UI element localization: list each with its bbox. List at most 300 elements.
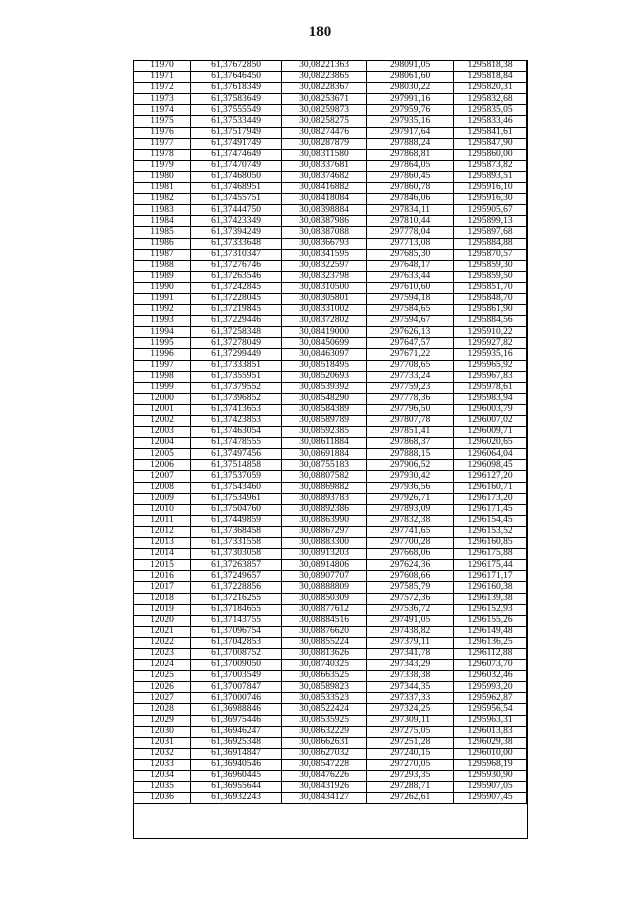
point-number-cell: 11983: [134, 205, 191, 216]
longitude-cell: 30,08691884: [282, 449, 367, 460]
latitude-cell: 61,37219845: [191, 305, 282, 316]
latitude-cell: 61,37299449: [191, 349, 282, 360]
latitude-cell: 61,37303058: [191, 549, 282, 560]
y-coordinate-cell: 1295870,57: [454, 249, 527, 260]
latitude-cell: 61,37228045: [191, 293, 282, 304]
longitude-cell: 30,08547228: [282, 759, 367, 770]
table-row: [134, 582, 527, 593]
table-row: [134, 382, 527, 393]
y-coordinate-cell: 1295833,46: [454, 116, 527, 127]
x-coordinate-cell: 297309,11: [367, 715, 454, 726]
longitude-cell: 30,08518495: [282, 360, 367, 371]
point-number-cell: 11989: [134, 271, 191, 282]
table-row: [134, 293, 527, 304]
longitude-cell: 30,08883300: [282, 538, 367, 549]
point-number-cell: 11996: [134, 349, 191, 360]
latitude-cell: 61,37228856: [191, 582, 282, 593]
y-coordinate-cell: 1296112,88: [454, 648, 527, 659]
x-coordinate-cell: 297917,64: [367, 127, 454, 138]
table-row: [134, 105, 527, 116]
point-number-cell: 12036: [134, 793, 191, 804]
longitude-cell: 30,08662631: [282, 737, 367, 748]
x-coordinate-cell: 297275,05: [367, 726, 454, 737]
x-coordinate-cell: 297733,24: [367, 371, 454, 382]
table-row: [134, 360, 527, 371]
longitude-cell: 30,08366793: [282, 238, 367, 249]
longitude-cell: 30,08813626: [282, 648, 367, 659]
x-coordinate-cell: 297379,11: [367, 637, 454, 648]
x-coordinate-cell: 297337,33: [367, 693, 454, 704]
point-number-cell: 11973: [134, 94, 191, 105]
longitude-cell: 30,08876620: [282, 626, 367, 637]
point-number-cell: 12012: [134, 526, 191, 537]
y-coordinate-cell: 1296149,48: [454, 626, 527, 637]
x-coordinate-cell: 297584,65: [367, 305, 454, 316]
longitude-cell: 30,08287879: [282, 138, 367, 149]
longitude-cell: 30,08416882: [282, 183, 367, 194]
table-row: [134, 515, 527, 526]
x-coordinate-cell: 297936,56: [367, 482, 454, 493]
table-row: [134, 138, 527, 149]
point-number-cell: 11975: [134, 116, 191, 127]
latitude-cell: 61,37263857: [191, 560, 282, 571]
y-coordinate-cell: 1295873,82: [454, 160, 527, 171]
y-coordinate-cell: 1296009,71: [454, 427, 527, 438]
table-row: [134, 593, 527, 604]
longitude-cell: 30,08867297: [282, 526, 367, 537]
point-number-cell: 12020: [134, 615, 191, 626]
y-coordinate-cell: 1295916,30: [454, 194, 527, 205]
point-number-cell: 12002: [134, 416, 191, 427]
x-coordinate-cell: 297778,04: [367, 227, 454, 238]
point-number-cell: 12035: [134, 782, 191, 793]
y-coordinate-cell: 1295910,22: [454, 327, 527, 338]
y-coordinate-cell: 1295847,90: [454, 138, 527, 149]
y-coordinate-cell: 1295927,82: [454, 338, 527, 349]
y-coordinate-cell: 1295916,10: [454, 183, 527, 194]
longitude-cell: 30,08584389: [282, 404, 367, 415]
longitude-cell: 30,08331002: [282, 305, 367, 316]
point-number-cell: 11997: [134, 360, 191, 371]
point-number-cell: 12004: [134, 438, 191, 449]
y-coordinate-cell: 1296171,45: [454, 504, 527, 515]
table-row: [134, 227, 527, 238]
point-number-cell: 11974: [134, 105, 191, 116]
latitude-cell: 61,37096754: [191, 626, 282, 637]
x-coordinate-cell: 298091,05: [367, 61, 454, 72]
y-coordinate-cell: 1295820,31: [454, 83, 527, 94]
x-coordinate-cell: 297868,81: [367, 149, 454, 160]
point-number-cell: 11992: [134, 305, 191, 316]
longitude-cell: 30,08632229: [282, 726, 367, 737]
latitude-cell: 61,37537059: [191, 471, 282, 482]
y-coordinate-cell: 1296152,93: [454, 604, 527, 615]
latitude-cell: 61,36988846: [191, 704, 282, 715]
point-number-cell: 12015: [134, 560, 191, 571]
latitude-cell: 61,37216255: [191, 593, 282, 604]
longitude-cell: 30,08476226: [282, 771, 367, 782]
y-coordinate-cell: 1296136,25: [454, 637, 527, 648]
y-coordinate-cell: 1295968,19: [454, 759, 527, 770]
longitude-cell: 30,08589823: [282, 682, 367, 693]
x-coordinate-cell: 297608,66: [367, 571, 454, 582]
latitude-cell: 61,37423349: [191, 216, 282, 227]
y-coordinate-cell: 1295905,67: [454, 205, 527, 216]
x-coordinate-cell: 297906,52: [367, 460, 454, 471]
x-coordinate-cell: 297700,28: [367, 538, 454, 549]
table-row: [134, 338, 527, 349]
point-number-cell: 12003: [134, 427, 191, 438]
latitude-cell: 61,37517949: [191, 127, 282, 138]
x-coordinate-cell: 297671,22: [367, 349, 454, 360]
longitude-cell: 30,08863990: [282, 515, 367, 526]
table-row: [134, 316, 527, 327]
table-row: [134, 416, 527, 427]
x-coordinate-cell: 297860,78: [367, 183, 454, 194]
latitude-cell: 61,37184655: [191, 604, 282, 615]
x-coordinate-cell: 297270,05: [367, 759, 454, 770]
y-coordinate-cell: 1296098,45: [454, 460, 527, 471]
longitude-cell: 30,08914806: [282, 560, 367, 571]
longitude-cell: 30,08221363: [282, 61, 367, 72]
table-row: [134, 748, 527, 759]
latitude-cell: 61,37555549: [191, 105, 282, 116]
point-number-cell: 11986: [134, 238, 191, 249]
x-coordinate-cell: 297338,38: [367, 671, 454, 682]
point-number-cell: 12007: [134, 471, 191, 482]
x-coordinate-cell: 297624,36: [367, 560, 454, 571]
y-coordinate-cell: 1295835,05: [454, 105, 527, 116]
longitude-cell: 30,08877612: [282, 604, 367, 615]
point-number-cell: 12018: [134, 593, 191, 604]
x-coordinate-cell: 297240,15: [367, 748, 454, 759]
point-number-cell: 12000: [134, 393, 191, 404]
point-number-cell: 11984: [134, 216, 191, 227]
y-coordinate-cell: 1295859,50: [454, 271, 527, 282]
table-row: [134, 660, 527, 671]
point-number-cell: 11990: [134, 282, 191, 293]
y-coordinate-cell: 1295861,90: [454, 305, 527, 316]
point-number-cell: 12001: [134, 404, 191, 415]
latitude-cell: 61,37009050: [191, 660, 282, 671]
latitude-cell: 61,37583649: [191, 94, 282, 105]
longitude-cell: 30,08398884: [282, 205, 367, 216]
y-coordinate-cell: 1295818,84: [454, 72, 527, 83]
latitude-cell: 61,37278049: [191, 338, 282, 349]
point-number-cell: 12016: [134, 571, 191, 582]
longitude-cell: 30,08418084: [282, 194, 367, 205]
y-coordinate-cell: 1295993,20: [454, 682, 527, 693]
longitude-cell: 30,08807582: [282, 471, 367, 482]
latitude-cell: 61,37534961: [191, 493, 282, 504]
longitude-cell: 30,08431926: [282, 782, 367, 793]
y-coordinate-cell: 1296171,17: [454, 571, 527, 582]
table-row: [134, 759, 527, 770]
latitude-cell: 61,37379552: [191, 382, 282, 393]
x-coordinate-cell: 297888,15: [367, 449, 454, 460]
x-coordinate-cell: 297685,30: [367, 249, 454, 260]
point-number-cell: 12010: [134, 504, 191, 515]
x-coordinate-cell: 297572,36: [367, 593, 454, 604]
longitude-cell: 30,08589789: [282, 416, 367, 427]
y-coordinate-cell: 1296154,45: [454, 515, 527, 526]
y-coordinate-cell: 1296139,38: [454, 593, 527, 604]
longitude-cell: 30,08850309: [282, 593, 367, 604]
table-row: [134, 371, 527, 382]
point-number-cell: 12017: [134, 582, 191, 593]
point-number-cell: 12033: [134, 759, 191, 770]
table-row: [134, 116, 527, 127]
x-coordinate-cell: 297293,35: [367, 771, 454, 782]
x-coordinate-cell: 297713,08: [367, 238, 454, 249]
table-row: [134, 771, 527, 782]
x-coordinate-cell: 297668,06: [367, 549, 454, 560]
x-coordinate-cell: 298061,60: [367, 72, 454, 83]
latitude-cell: 61,37242845: [191, 282, 282, 293]
latitude-cell: 61,37491749: [191, 138, 282, 149]
longitude-cell: 30,08337681: [282, 160, 367, 171]
point-number-cell: 11971: [134, 72, 191, 83]
coordinates-table: [133, 60, 527, 804]
table-row: [134, 482, 527, 493]
x-coordinate-cell: 297778,36: [367, 393, 454, 404]
latitude-cell: 61,37543460: [191, 482, 282, 493]
latitude-cell: 61,37618349: [191, 83, 282, 94]
latitude-cell: 61,36955644: [191, 782, 282, 793]
latitude-cell: 61,36940546: [191, 759, 282, 770]
point-number-cell: 12029: [134, 715, 191, 726]
x-coordinate-cell: 297491,05: [367, 615, 454, 626]
y-coordinate-cell: 1295983,94: [454, 393, 527, 404]
y-coordinate-cell: 1296175,88: [454, 549, 527, 560]
longitude-cell: 30,08522424: [282, 704, 367, 715]
latitude-cell: 61,37514858: [191, 460, 282, 471]
point-number-cell: 11972: [134, 83, 191, 94]
table-row: [134, 216, 527, 227]
point-number-cell: 12031: [134, 737, 191, 748]
point-number-cell: 11993: [134, 316, 191, 327]
table-row: [134, 615, 527, 626]
y-coordinate-cell: 1295962,87: [454, 693, 527, 704]
table-row: [134, 160, 527, 171]
x-coordinate-cell: 297594,67: [367, 316, 454, 327]
latitude-cell: 61,37368458: [191, 526, 282, 537]
table-row: [134, 504, 527, 515]
longitude-cell: 30,08913203: [282, 549, 367, 560]
point-number-cell: 11970: [134, 61, 191, 72]
point-number-cell: 12014: [134, 549, 191, 560]
x-coordinate-cell: 297341,78: [367, 648, 454, 659]
latitude-cell: 61,37394249: [191, 227, 282, 238]
longitude-cell: 30,08322597: [282, 260, 367, 271]
point-number-cell: 12023: [134, 648, 191, 659]
longitude-cell: 30,08884516: [282, 615, 367, 626]
y-coordinate-cell: 1296127,20: [454, 471, 527, 482]
longitude-cell: 30,08274476: [282, 127, 367, 138]
table-row: [134, 438, 527, 449]
point-number-cell: 11976: [134, 127, 191, 138]
point-number-cell: 12027: [134, 693, 191, 704]
longitude-cell: 30,08893783: [282, 493, 367, 504]
y-coordinate-cell: 1296160,38: [454, 582, 527, 593]
y-coordinate-cell: 1295851,70: [454, 282, 527, 293]
table-row: [134, 682, 527, 693]
longitude-cell: 30,08341595: [282, 249, 367, 260]
longitude-cell: 30,08907707: [282, 571, 367, 582]
latitude-cell: 61,37333851: [191, 360, 282, 371]
longitude-cell: 30,08223865: [282, 72, 367, 83]
y-coordinate-cell: 1296010,00: [454, 748, 527, 759]
latitude-cell: 61,37042853: [191, 637, 282, 648]
table-body: [134, 61, 527, 804]
longitude-cell: 30,08520693: [282, 371, 367, 382]
table-row: [134, 449, 527, 460]
table-row: [134, 637, 527, 648]
table-row: [134, 183, 527, 194]
x-coordinate-cell: 297930,42: [367, 471, 454, 482]
y-coordinate-cell: 1296160,85: [454, 538, 527, 549]
point-number-cell: 11994: [134, 327, 191, 338]
latitude-cell: 61,37258348: [191, 327, 282, 338]
y-coordinate-cell: 1295967,83: [454, 371, 527, 382]
point-number-cell: 12028: [134, 704, 191, 715]
longitude-cell: 30,08374682: [282, 171, 367, 182]
longitude-cell: 30,08627032: [282, 748, 367, 759]
longitude-cell: 30,08434127: [282, 793, 367, 804]
x-coordinate-cell: 297860,45: [367, 171, 454, 182]
x-coordinate-cell: 297251,28: [367, 737, 454, 748]
point-number-cell: 12011: [134, 515, 191, 526]
latitude-cell: 61,37497456: [191, 449, 282, 460]
latitude-cell: 61,37468951: [191, 183, 282, 194]
y-coordinate-cell: 1296175,44: [454, 560, 527, 571]
x-coordinate-cell: 297832,38: [367, 515, 454, 526]
longitude-cell: 30,08253671: [282, 94, 367, 105]
latitude-cell: 61,37143755: [191, 615, 282, 626]
latitude-cell: 61,36946247: [191, 726, 282, 737]
x-coordinate-cell: 297626,13: [367, 327, 454, 338]
y-coordinate-cell: 1296064,04: [454, 449, 527, 460]
y-coordinate-cell: 1296160,71: [454, 482, 527, 493]
longitude-cell: 30,08450699: [282, 338, 367, 349]
x-coordinate-cell: 297343,29: [367, 660, 454, 671]
longitude-cell: 30,08387986: [282, 216, 367, 227]
latitude-cell: 61,36925348: [191, 737, 282, 748]
longitude-cell: 30,08310500: [282, 282, 367, 293]
latitude-cell: 61,37468050: [191, 171, 282, 182]
x-coordinate-cell: 297926,71: [367, 493, 454, 504]
latitude-cell: 61,37396852: [191, 393, 282, 404]
y-coordinate-cell: 1295884,56: [454, 316, 527, 327]
longitude-cell: 30,08259873: [282, 105, 367, 116]
point-number-cell: 12026: [134, 682, 191, 693]
latitude-cell: 61,37423853: [191, 416, 282, 427]
y-coordinate-cell: 1295818,38: [454, 61, 527, 72]
latitude-cell: 61,37000746: [191, 693, 282, 704]
y-coordinate-cell: 1296007,02: [454, 416, 527, 427]
y-coordinate-cell: 1296020,65: [454, 438, 527, 449]
longitude-cell: 30,08258275: [282, 116, 367, 127]
x-coordinate-cell: 297807,78: [367, 416, 454, 427]
x-coordinate-cell: 297796,50: [367, 404, 454, 415]
x-coordinate-cell: 297741,65: [367, 526, 454, 537]
y-coordinate-cell: 1296155,26: [454, 615, 527, 626]
latitude-cell: 61,37310347: [191, 249, 282, 260]
x-coordinate-cell: 297648,17: [367, 260, 454, 271]
longitude-cell: 30,08539392: [282, 382, 367, 393]
point-number-cell: 12022: [134, 637, 191, 648]
table-row: [134, 260, 527, 271]
x-coordinate-cell: 297759,23: [367, 382, 454, 393]
table-row: [134, 249, 527, 260]
table-row: [134, 271, 527, 282]
x-coordinate-cell: 297846,06: [367, 194, 454, 205]
point-number-cell: 11995: [134, 338, 191, 349]
latitude-cell: 61,37646450: [191, 72, 282, 83]
x-coordinate-cell: 297594,18: [367, 293, 454, 304]
longitude-cell: 30,08305801: [282, 293, 367, 304]
x-coordinate-cell: 297959,76: [367, 105, 454, 116]
point-number-cell: 12008: [134, 482, 191, 493]
page-number: 180: [308, 24, 332, 40]
x-coordinate-cell: 297864,05: [367, 160, 454, 171]
point-number-cell: 12025: [134, 671, 191, 682]
table-row: [134, 460, 527, 471]
table-row: [134, 205, 527, 216]
table-row: [134, 127, 527, 138]
table-row: [134, 715, 527, 726]
latitude-cell: 61,37413653: [191, 404, 282, 415]
y-coordinate-cell: 1296029,38: [454, 737, 527, 748]
table-row: [134, 538, 527, 549]
x-coordinate-cell: 298030,22: [367, 83, 454, 94]
point-number-cell: 11981: [134, 183, 191, 194]
longitude-cell: 30,08419000: [282, 327, 367, 338]
table-row: [134, 693, 527, 704]
y-coordinate-cell: 1296173,20: [454, 493, 527, 504]
longitude-cell: 30,08611884: [282, 438, 367, 449]
table-row: [134, 526, 527, 537]
y-coordinate-cell: 1295978,61: [454, 382, 527, 393]
point-number-cell: 12030: [134, 726, 191, 737]
latitude-cell: 61,36914847: [191, 748, 282, 759]
x-coordinate-cell: 297585,79: [367, 582, 454, 593]
longitude-cell: 30,08228367: [282, 83, 367, 94]
table-row: [134, 571, 527, 582]
latitude-cell: 61,36975446: [191, 715, 282, 726]
x-coordinate-cell: 297344,35: [367, 682, 454, 693]
y-coordinate-cell: 1295859,30: [454, 260, 527, 271]
y-coordinate-cell: 1295832,68: [454, 94, 527, 105]
x-coordinate-cell: 297262,61: [367, 793, 454, 804]
table-row: [134, 149, 527, 160]
longitude-cell: 30,08869882: [282, 482, 367, 493]
point-number-cell: 11999: [134, 382, 191, 393]
x-coordinate-cell: 297610,60: [367, 282, 454, 293]
latitude-cell: 61,37333648: [191, 238, 282, 249]
point-number-cell: 11987: [134, 249, 191, 260]
table-row: [134, 61, 527, 72]
point-number-cell: 11988: [134, 260, 191, 271]
x-coordinate-cell: 297834,11: [367, 205, 454, 216]
x-coordinate-cell: 297288,71: [367, 782, 454, 793]
longitude-cell: 30,08535925: [282, 715, 367, 726]
y-coordinate-cell: 1295930,90: [454, 771, 527, 782]
latitude-cell: 61,37355951: [191, 371, 282, 382]
latitude-cell: 61,37331558: [191, 538, 282, 549]
point-number-cell: 12006: [134, 460, 191, 471]
latitude-cell: 61,37504760: [191, 504, 282, 515]
